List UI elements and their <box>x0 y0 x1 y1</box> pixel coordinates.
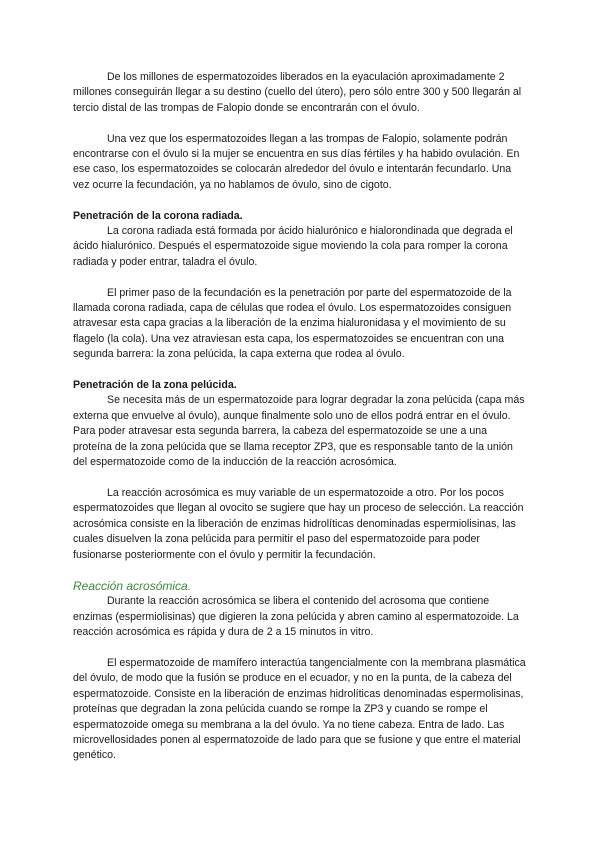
heading-reaccion-acrosomica: Reacción acrosómica. <box>73 579 192 594</box>
paragraph-membrane-fusion: El espermatozoide de mamífero interactúa tangencialmente con la membrana plasmática del óvulo, de modo que la fusión se produce en el ecuador, y no en la punta, de la cabeza del espermatozoide. Consiste en la liberación de enzimas hidrolíticas denominadas espermolisinas, proteínas que degradan la zona pelúcida cuando se rompe la ZP3 y cuando se rompe el espermatozoide omega su membrana a la del óvulo. Ya no tiene cabeza. Entra de lado. Las microvellosidades ponen al espermatozoide de lado para que se fusione y que entre el material genético. <box>73 656 526 762</box>
heading-zona-pelucida: Penetración de la zona pelúcida. <box>73 379 237 392</box>
heading-corona-radiada: Penetración de la corona radiada. <box>73 209 243 222</box>
paragraph-acrosome-release: Durante la reacción acrosómica se libera el contenido del acrosoma que contiene enzimas (espermiolisinas) que digieren la zona pelúcida y abren camino al espermatozoide. La reacción acrosómica es rápida y dura de 2 a 15 minutos in vitro. <box>73 595 519 639</box>
paragraph-fallopian-tubes: Una vez que los espermatozoides llegan a las trompas de Falopio, solamente podrán encontrarse con el óvulo si la mujer se encuentra en sus días fértiles y ha habido ovulación. En ese caso, los espermatozoides se colocarán alrededor del óvulo e intentarán fecundarlo. Una vez ocurre la fecundación, ya no hablamos de óvulo, sino de cigoto. <box>73 132 520 191</box>
paragraph-acrosome-variability: La reacción acrosómica es muy variable de un espermatozoide a otro. Por los pocos espermatozoides que llegan al ovocito se sugiere que hay un proceso de selección. La reacción acrosómica consiste en la liberación de enzimas hidrolíticas denominadas espermiolisinas, las cuales disuelven la zona pelúcida para permitir el paso del espermatozoide para poder fusionarse posteriormente con el óvulo y permitir la fecundación. <box>73 486 524 561</box>
paragraph-corona-composition: La corona radiada está formada por ácido hialurónico e hialorondinada que degrada el ácido hialurónico. Después el espermatozoide sigue moviendo la cola para romper la corona radiada y poder entrar, taladra el óvulo. <box>73 225 513 268</box>
paragraph-zona-pelucida: Se necesita más de un espermatozoide para lograr degradar la zona pelúcida (capa más externa que envuelve al óvulo), aunque finalmente solo uno de ellos podrá entrar en el óvulo. Para poder atravesar esta segunda barrera, la cabeza del espermatozoide se une a una proteína de la zona pelúcida que se llama receptor ZP3, que es responsable tanto de la unión del espermatozoide como de la inducción de la reacción acrosómica. <box>73 394 525 469</box>
paragraph-first-step: El primer paso de la fecundación es la penetración por parte del espermatozoide de la llamada corona radiada, capa de células que rodea el óvulo. Los espermatozoides consiguen atravesar esta capa gracias a la liberación de la enzima hialuronidasa y el movimiento de su flagelo (la cola). Una vez atraviesan esta capa, los espermatozoides se encuentran con una segunda barrera: la zona pelúcida, la capa externa que rodea al óvulo. <box>73 286 512 361</box>
paragraph-sperm-journey: De los millones de espermatozoides liberados en la eyaculación aproximadamente 2 millones conseguirán llegar a su destino (cuello del útero), pero sólo entre 300 y 500 llegarán al tercio distal de las trompas de Falopio donde se encontrarán con el óvulo. <box>73 71 522 114</box>
